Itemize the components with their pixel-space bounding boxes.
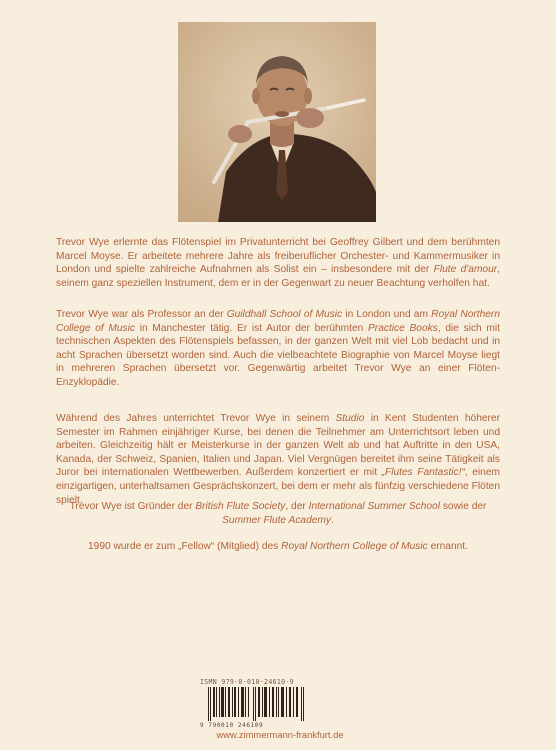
bio-italic-text: International Summer School — [308, 501, 440, 512]
bio-text: in Manchester tätig. Er ist Autor der berühmten — [135, 322, 368, 334]
bio-text: , der — [285, 501, 309, 512]
bio-text: Trevor Wye erlernte das Flötenspiel im Privatunterricht bei Geoffrey Gilbert und dem berühmten Marcel Moyse. Er arbeitete mehrere Jahre als freiberuflicher Orchester- und Kammermusiker in London und spielte zahlreiche Aufnahmen als Solist ein – insbesondere mit der — [56, 237, 500, 276]
bio-italic-text: Summer Flute Academy — [222, 514, 332, 526]
barcode-digits: 9 790010 246109 — [200, 722, 264, 729]
bio-italic-text: Practice Books — [368, 322, 438, 334]
bio-paragraph-2 — [56, 308, 500, 390]
bio-text: in London und am — [342, 309, 432, 320]
bio-paragraph-1 — [56, 236, 500, 290]
bio-text: ernannt. — [427, 541, 468, 552]
ismn-label: ISMN 979-0-010-24610-9 — [200, 678, 294, 686]
bio-italic-text: Guildhall School of Music — [226, 309, 343, 320]
bio-text: 1990 wurde er zum „Fellow“ (Mitglied) des — [88, 541, 282, 552]
barcode-image — [208, 687, 304, 721]
bio-paragraph-3 — [56, 412, 500, 507]
bio-paragraph-5 — [56, 540, 500, 554]
bio-italic-text: Studio — [335, 413, 365, 424]
bio-text: , einem einzigartigen, unterhaltsamen Gesprächskonzert, bei dem er mehr als fünfzig verschiedene Flöten spielt. — [56, 467, 500, 506]
bio-text: Trevor Wye war als Professor an der — [56, 309, 227, 320]
bio-italic-text: Flute d'amour — [433, 264, 498, 276]
bio-text: Während des Jahres unterrichtet Trevor Wye in seinem — [56, 413, 336, 424]
bio-italic-text: „Flutes Fantastic!“ — [381, 467, 465, 479]
bio-italic-text: Royal Northern College of Music — [56, 309, 500, 334]
bio-text: sowie der — [439, 501, 487, 512]
bio-text: , seinem ganz speziellen Instrument, dem er in der Gegenwart zu neuer Beachtung verholfen hat. — [56, 264, 500, 289]
bio-italic-text: Royal Northern College of Music — [281, 541, 428, 552]
publisher-website: www.zimmermann-frankfurt.de — [216, 729, 344, 740]
bio-text: . — [331, 514, 334, 526]
bio-paragraph-4 — [56, 500, 500, 527]
bio-text: Trevor Wye ist Gründer der — [69, 501, 196, 512]
bio-italic-text: British Flute Society — [195, 501, 286, 512]
bio-text: , die sich mit technischen Aspekten des Flötenspiels befassen, in der ganzen Welt mit viel Lob bedacht und in acht Sprachen übersetzt worden sind. Auch die vielbeachtete Biographie von Marcel Moyse liegt in mehreren Sprachen übersetzt vor. Gegenwärtig arbeitet Trevor Wye an einer Flöten-Enzyklopädie. — [56, 322, 500, 388]
portrait-photo — [178, 22, 376, 222]
bio-text: in Kent Studenten höherer Semester im Rahmen einjähriger Kurse, bei denen die Teilnehmer am Unterrichtsort leben und arbeiten. Gleichzeitig hält er Meisterkurse in der ganzen Welt ab und hat Auftritte in den USA, Kanada, der Schweiz, Spanien, Italien und Japan. Viel Vergnügen bereitet ihm seine Tätigkeit als Juror bei internationalen Wettbewerben. Außerdem konzertiert er mit — [56, 413, 500, 479]
